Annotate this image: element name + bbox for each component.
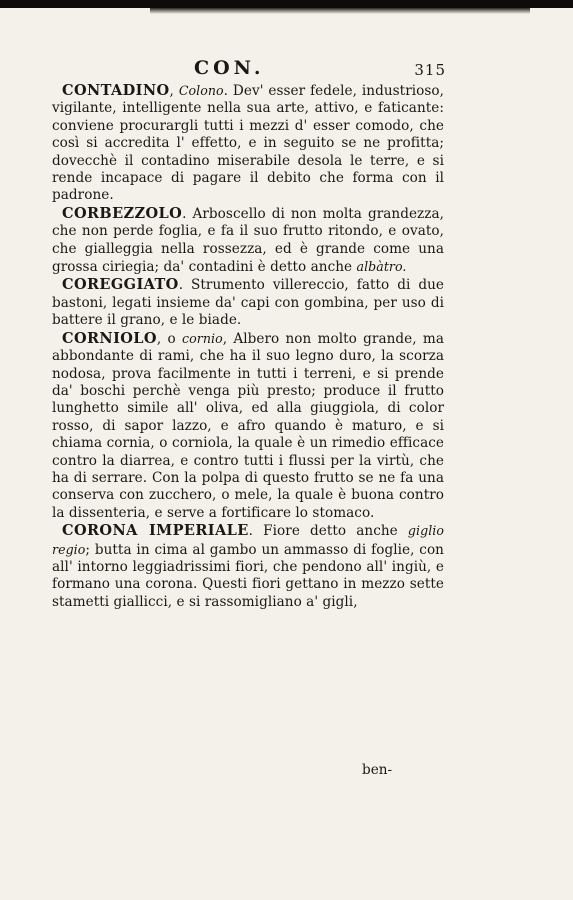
entry-text-continued: ; butta in cima al gambo un ammasso di foglie, con all' intorno leggiadrissimi fiori, che pendono all' ingiù, e formano una corona. Questi fiori gettano in mezzo sette stametti giallicci, e si rassomigliano a' gigli, [52,541,444,610]
entry-text: , Albero non molto grande, ma abbondante di rami, che ha il suo legno duro, la scorza nodosa, prova facilmente in tutti i terreni, e si prende da' boschi perchè venga più presto; produce il frutto lunghetto simile all' oliva, ed alla giuggiola, di color rosso, di sapor lazzo, e afro quando è maturo, e si chiama cornia, o corniola, la quale è un rimedio efficace contro la diarrea, e contro tutti i flussi per la virtù, che ha di serrare. Con la polpa di questo frutto se ne fa una conserva con zucchero, o mele, la quale è buona contro la dissenteria, e serve a fortificare lo stomaco. [52,330,444,521]
entry-text: . Strumento villereccio, fatto di due bastoni, legati insieme da' capi con gombina, per uso di battere il grano, e le biade. [52,277,444,329]
headword: CONTADINO [62,82,170,99]
entry-text: . Fiore detto anche [248,523,398,540]
headword: COREGGIATO [62,276,179,294]
entry-corona-imperiale [52,522,444,611]
headword-synonym: Colono [178,83,224,98]
entry-italic-term: giglio regio [52,523,444,557]
entry-italic-term: albàtro. [356,259,407,275]
headword: CORNIOLO [62,329,157,347]
running-head [52,57,446,82]
entry-corbezzolo [52,205,444,277]
headword: CORONA IMPERIALE [62,522,249,540]
entry-lead: , o [156,330,176,347]
entry-contadino: CONTADINO, Colono. Dev' esser fedele, industrioso, vigilante, intelligente nella sua arte, attivo, e faticante: conviene procurargli tutti i mezzi d' esser comodo, che così si accredita l' effetto, e in seguito se ne profitta; dovecchè il contadino miserabile desola le terre, e si rende incapace di pagare il debito che forma con il padrone. [52,82,445,204]
catchword: ben- [362,762,393,778]
entry-text: . Dev' esser fedele, industrioso, vigilante, intelligente nella sua arte, attivo, e faticante: conviene procurargli tutti i mezzi d' esser comodo, che così si accredita l' effetto, e in seguito se ne profitta; dovecchè il contadino miserabile desola le terre, e si rende incapace di pagare il debito che forma con il padrone. [52,83,445,204]
book-page [52,57,446,611]
page-edge-shadow [150,8,530,14]
headword-synonym: cornio [182,330,223,346]
entry-text: . Arboscello di non molta grandezza, che non perde foglia, e fa il suo frutto ritondo, e ovato, che gialleggia nella rossezza, ed è grande come una grossa ciriegia; da' contadini è detto anche [52,205,444,276]
page-number: 315 [414,61,446,79]
page-top-shadow [0,0,573,8]
headword: CORBEZZOLO [62,204,183,222]
entry-coreggiato [52,276,444,329]
running-head-title: CON. [194,57,265,79]
entry-corniolo [52,330,444,522]
